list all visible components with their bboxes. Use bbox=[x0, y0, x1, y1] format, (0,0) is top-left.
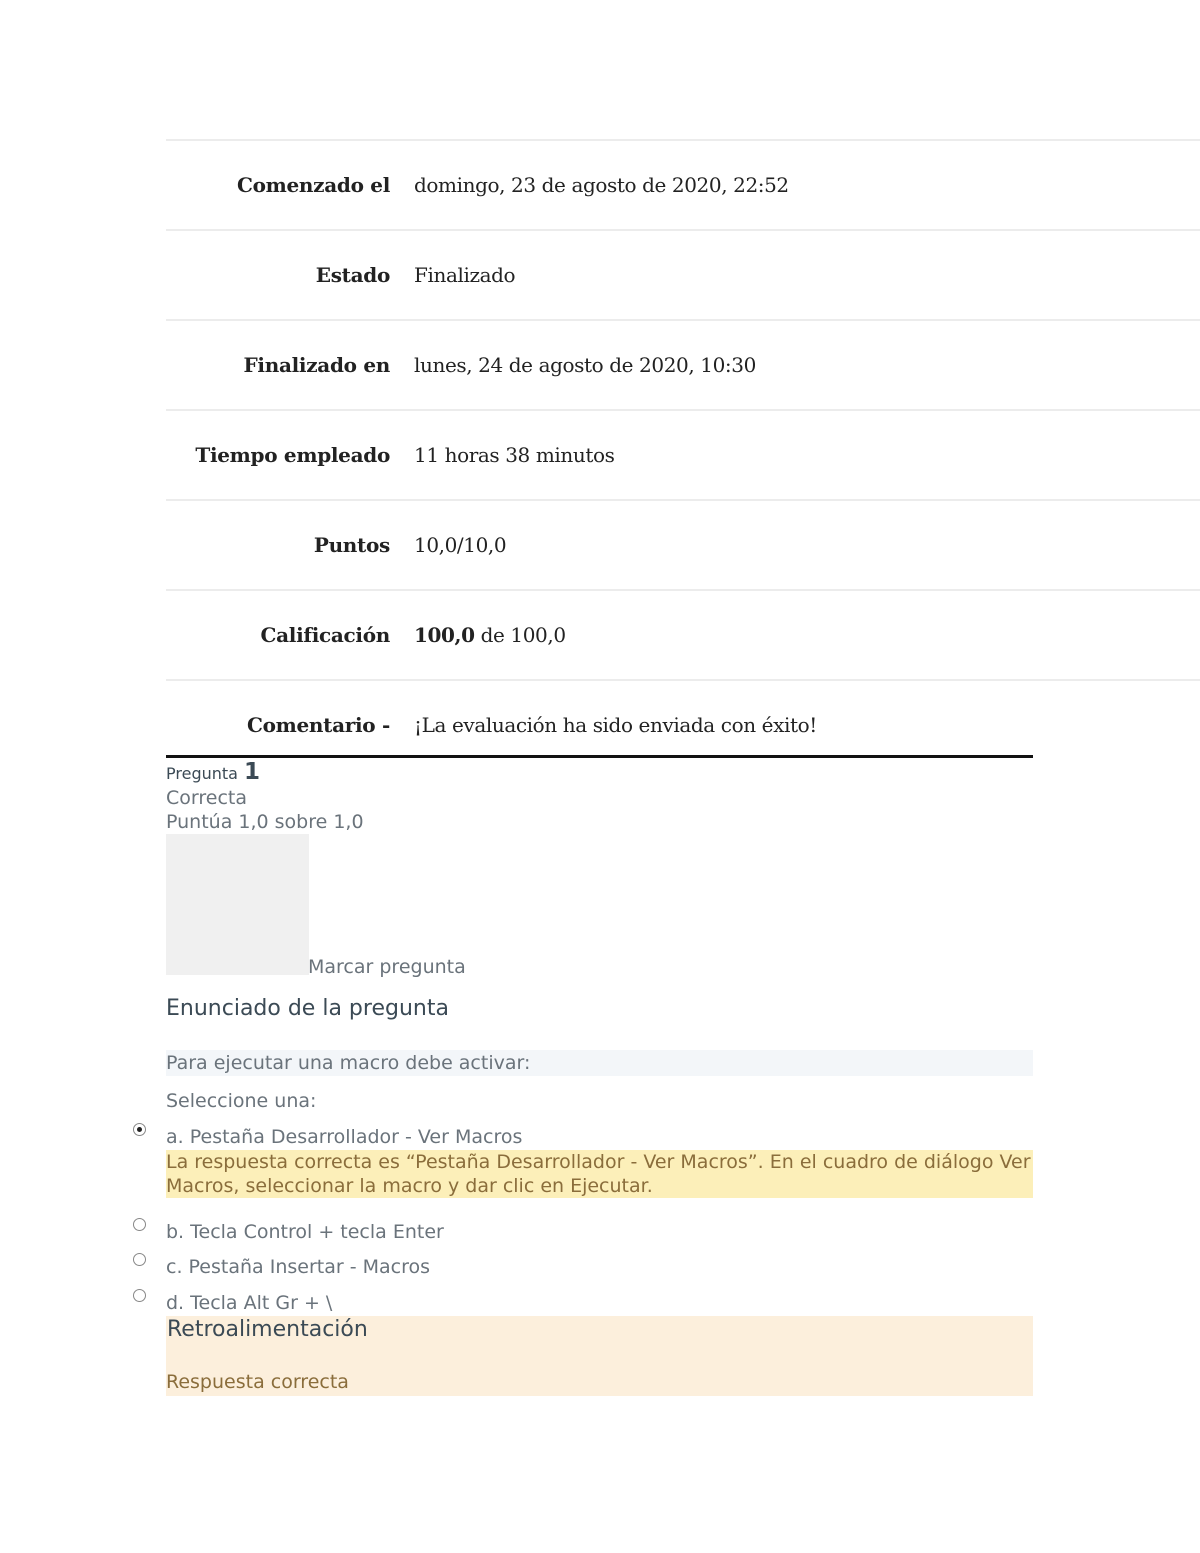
summary-label: Comenzado el bbox=[236, 173, 390, 197]
question-info bbox=[166, 760, 364, 834]
summary-value: domingo, 23 de agosto de 2020, 22:52 bbox=[414, 173, 789, 197]
option-d-label[interactable]: d. Tecla Alt Gr + \ bbox=[166, 1292, 333, 1314]
question-grade: Puntúa 1,0 sobre 1,0 bbox=[166, 811, 364, 833]
option-b-radio[interactable] bbox=[133, 1218, 146, 1231]
option-c-label[interactable]: c. Pestaña Insertar - Macros bbox=[166, 1256, 430, 1278]
specific-feedback: La respuesta correcta es “Pestaña Desarrollador - Ver Macros”. En el cuadro de diálogo Ver Macros, seleccionar la macro y dar clic en Ejecutar. bbox=[166, 1150, 1033, 1198]
question-number bbox=[166, 760, 364, 786]
summary-row-grade bbox=[166, 589, 1200, 679]
attempt-summary-table bbox=[166, 139, 1200, 769]
option-b-label[interactable]: b. Tecla Control + tecla Enter bbox=[166, 1221, 444, 1243]
general-feedback bbox=[166, 1316, 1033, 1396]
summary-label: Tiempo empleado bbox=[195, 443, 390, 467]
option-a-label[interactable]: a. Pestaña Desarrollador - Ver Macros bbox=[166, 1126, 523, 1148]
question-heading: Enunciado de la pregunta bbox=[166, 996, 449, 1021]
summary-row-time-taken bbox=[166, 409, 1200, 499]
question-state: Correcta bbox=[166, 787, 247, 809]
question-text: Para ejecutar una macro debe activar: bbox=[166, 1050, 1033, 1076]
question-divider bbox=[166, 755, 1033, 758]
feedback-text: Respuesta correcta bbox=[166, 1371, 349, 1393]
summary-row-started bbox=[166, 139, 1200, 229]
flag-question-link[interactable]: Marcar pregunta bbox=[308, 956, 466, 978]
feedback-heading: Retroalimentación bbox=[167, 1317, 368, 1342]
option-d-radio[interactable] bbox=[133, 1289, 146, 1302]
summary-label: Comentario - bbox=[246, 713, 390, 737]
question-number-label: Pregunta bbox=[166, 764, 238, 783]
grade-max: de 100,0 bbox=[480, 623, 566, 647]
summary-value: 10,0/10,0 bbox=[414, 533, 507, 557]
flag-icon[interactable] bbox=[166, 834, 309, 975]
answer-prompt: Seleccione una: bbox=[166, 1090, 317, 1112]
summary-value: ¡La evaluación ha sido enviada con éxito! bbox=[414, 713, 817, 737]
question-number-value: 1 bbox=[244, 759, 261, 785]
summary-label: Calificación bbox=[260, 623, 390, 647]
summary-row-points bbox=[166, 499, 1200, 589]
summary-value: Finalizado bbox=[414, 263, 516, 287]
summary-value: 11 horas 38 minutos bbox=[414, 443, 615, 467]
summary-row-finished bbox=[166, 319, 1200, 409]
summary-label: Puntos bbox=[313, 533, 390, 557]
summary-label: Finalizado en bbox=[243, 353, 390, 377]
summary-value bbox=[390, 623, 566, 647]
grade-score: 100,0 bbox=[414, 623, 475, 647]
option-a-radio[interactable] bbox=[133, 1123, 146, 1136]
summary-row-state bbox=[166, 229, 1200, 319]
summary-value: lunes, 24 de agosto de 2020, 10:30 bbox=[414, 353, 756, 377]
summary-label: Estado bbox=[315, 263, 390, 287]
option-c-radio[interactable] bbox=[133, 1253, 146, 1266]
